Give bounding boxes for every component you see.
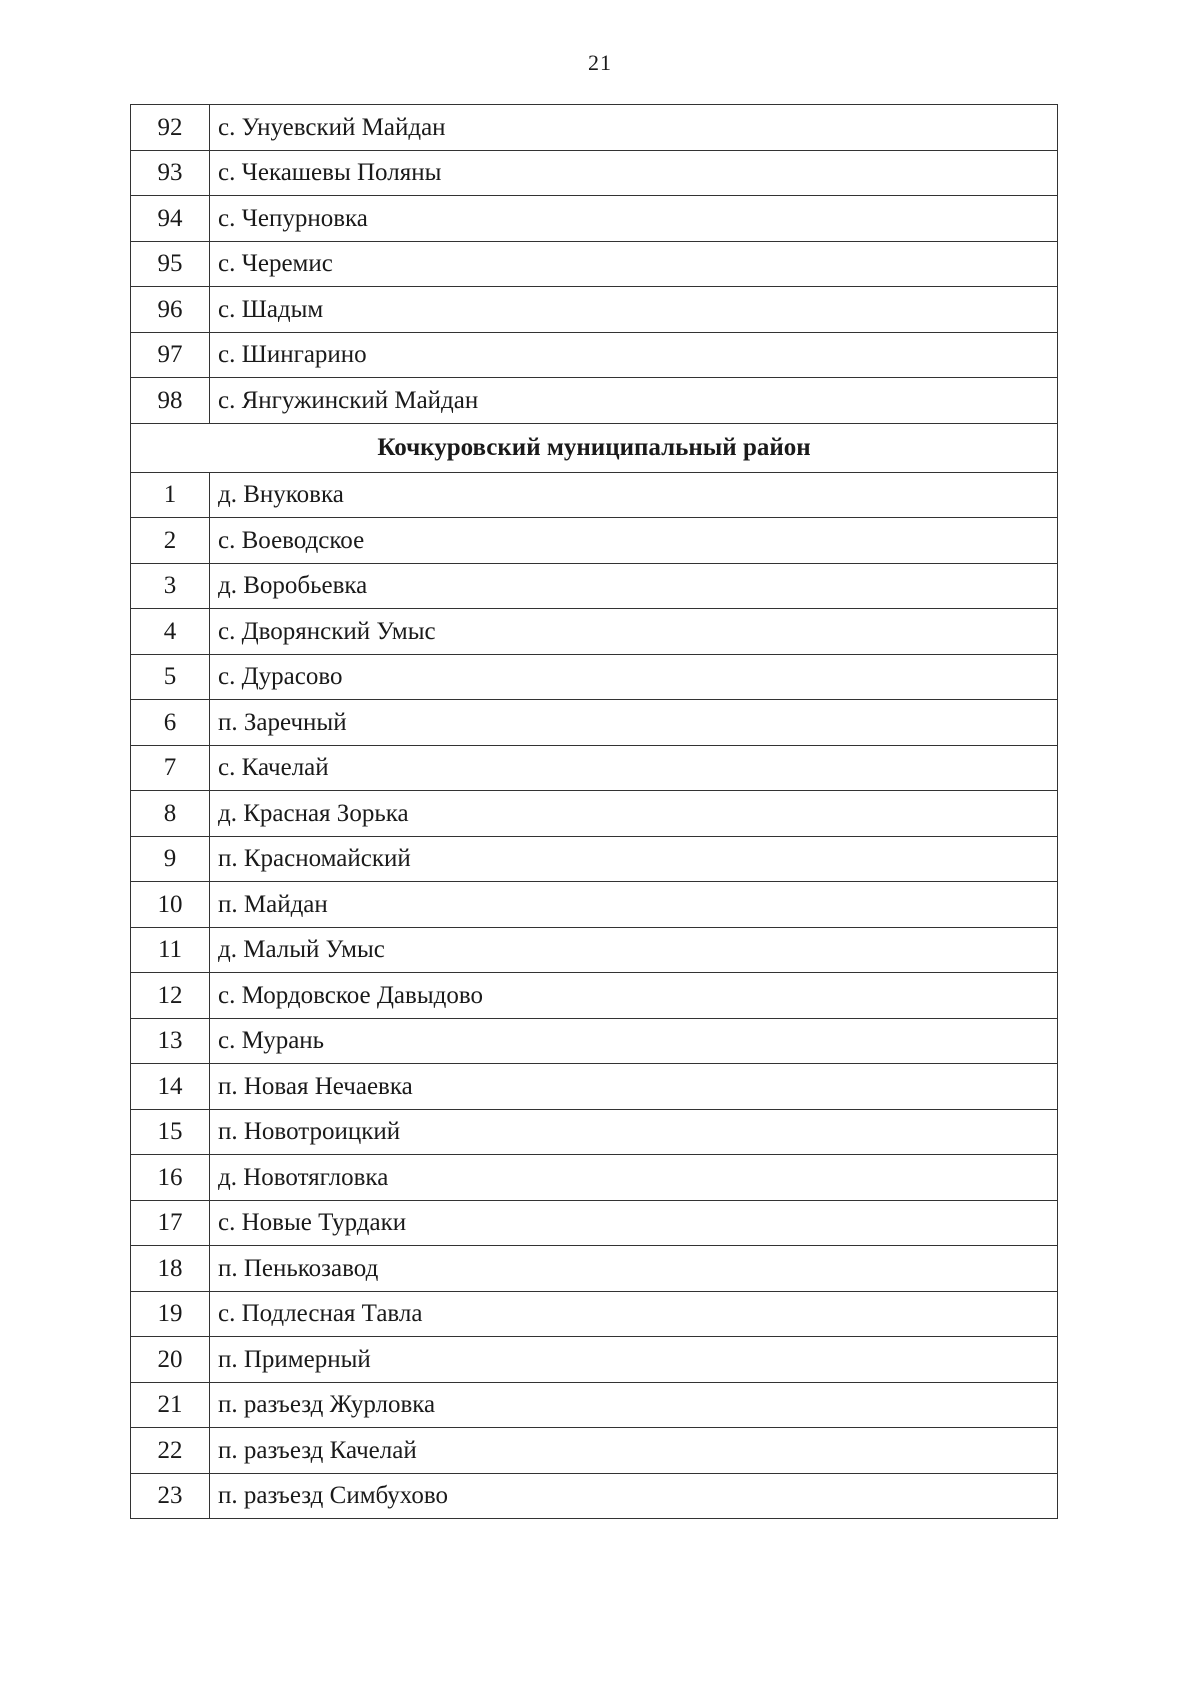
table-row	[131, 1337, 1058, 1383]
table-row	[131, 472, 1058, 518]
settlement-name: п. Пенькозавод	[210, 1246, 1058, 1292]
table-row	[131, 1109, 1058, 1155]
table-row	[131, 563, 1058, 609]
settlement-name: п. разъезд Журловка	[210, 1382, 1058, 1428]
table-row	[131, 150, 1058, 196]
table-row	[131, 836, 1058, 882]
section-header-row	[131, 423, 1058, 472]
table-row	[131, 1291, 1058, 1337]
settlement-name: д. Малый Умыс	[210, 927, 1058, 973]
table-row	[131, 973, 1058, 1019]
table-row	[131, 927, 1058, 973]
settlement-name: с. Мурань	[210, 1018, 1058, 1064]
table-row	[131, 1428, 1058, 1474]
row-number: 1	[131, 472, 210, 518]
table-row	[131, 1246, 1058, 1292]
row-number: 14	[131, 1064, 210, 1110]
settlement-name: д. Воробьевка	[210, 563, 1058, 609]
row-number: 9	[131, 836, 210, 882]
page-number: 21	[588, 50, 612, 75]
row-number: 95	[131, 241, 210, 287]
settlement-name: с. Воеводское	[210, 518, 1058, 564]
row-number: 17	[131, 1200, 210, 1246]
row-number: 8	[131, 791, 210, 837]
settlement-name: п. разъезд Симбухово	[210, 1473, 1058, 1519]
row-number: 13	[131, 1018, 210, 1064]
settlement-name: с. Унуевский Майдан	[210, 105, 1058, 151]
row-number: 21	[131, 1382, 210, 1428]
settlement-name: с. Черемис	[210, 241, 1058, 287]
settlement-name: с. Чепурновка	[210, 196, 1058, 242]
settlement-name: п. Заречный	[210, 700, 1058, 746]
table-row	[131, 378, 1058, 424]
row-number: 94	[131, 196, 210, 242]
table-row	[131, 332, 1058, 378]
table-row	[131, 1155, 1058, 1201]
table-row	[131, 1200, 1058, 1246]
row-number: 6	[131, 700, 210, 746]
settlement-name: п. Майдан	[210, 882, 1058, 928]
row-number: 23	[131, 1473, 210, 1519]
table-row	[131, 241, 1058, 287]
settlement-name: п. разъезд Качелай	[210, 1428, 1058, 1474]
row-number: 93	[131, 150, 210, 196]
table-row	[131, 287, 1058, 333]
row-number: 92	[131, 105, 210, 151]
table-row	[131, 791, 1058, 837]
row-number: 5	[131, 654, 210, 700]
table-row	[131, 882, 1058, 928]
settlement-name: с. Янгужинский Майдан	[210, 378, 1058, 424]
row-number: 11	[131, 927, 210, 973]
settlement-name: с. Чекашевы Поляны	[210, 150, 1058, 196]
settlement-name: п. Примерный	[210, 1337, 1058, 1383]
table-row	[131, 1064, 1058, 1110]
settlement-name: с. Качелай	[210, 745, 1058, 791]
table-row	[131, 654, 1058, 700]
table-row	[131, 105, 1058, 151]
table-row	[131, 700, 1058, 746]
row-number: 22	[131, 1428, 210, 1474]
settlement-name: д. Красная Зорька	[210, 791, 1058, 837]
table-row	[131, 1473, 1058, 1519]
row-number: 16	[131, 1155, 210, 1201]
settlement-name: д. Внуковка	[210, 472, 1058, 518]
settlement-name: с. Шингарино	[210, 332, 1058, 378]
settlement-name: д. Новотягловка	[210, 1155, 1058, 1201]
row-number: 98	[131, 378, 210, 424]
row-number: 18	[131, 1246, 210, 1292]
settlement-name: п. Красномайский	[210, 836, 1058, 882]
row-number: 7	[131, 745, 210, 791]
settlement-name: с. Шадым	[210, 287, 1058, 333]
table-row	[131, 196, 1058, 242]
row-number: 3	[131, 563, 210, 609]
row-number: 96	[131, 287, 210, 333]
table-row	[131, 609, 1058, 655]
table-row	[131, 745, 1058, 791]
row-number: 20	[131, 1337, 210, 1383]
row-number: 12	[131, 973, 210, 1019]
settlement-name: с. Новые Турдаки	[210, 1200, 1058, 1246]
section-title: Кочкуровский муниципальный район	[131, 423, 1058, 472]
row-number: 15	[131, 1109, 210, 1155]
table-row	[131, 518, 1058, 564]
row-number: 97	[131, 332, 210, 378]
settlement-name: с. Дурасово	[210, 654, 1058, 700]
settlement-name: с. Мордовское Давыдово	[210, 973, 1058, 1019]
row-number: 19	[131, 1291, 210, 1337]
settlement-name: п. Новотроицкий	[210, 1109, 1058, 1155]
settlement-name: с. Дворянский Умыс	[210, 609, 1058, 655]
table-row	[131, 1382, 1058, 1428]
settlement-name: п. Новая Нечаевка	[210, 1064, 1058, 1110]
row-number: 4	[131, 609, 210, 655]
row-number: 2	[131, 518, 210, 564]
row-number: 10	[131, 882, 210, 928]
settlement-name: с. Подлесная Тавла	[210, 1291, 1058, 1337]
table-row	[131, 1018, 1058, 1064]
settlements-table	[130, 104, 1058, 1519]
